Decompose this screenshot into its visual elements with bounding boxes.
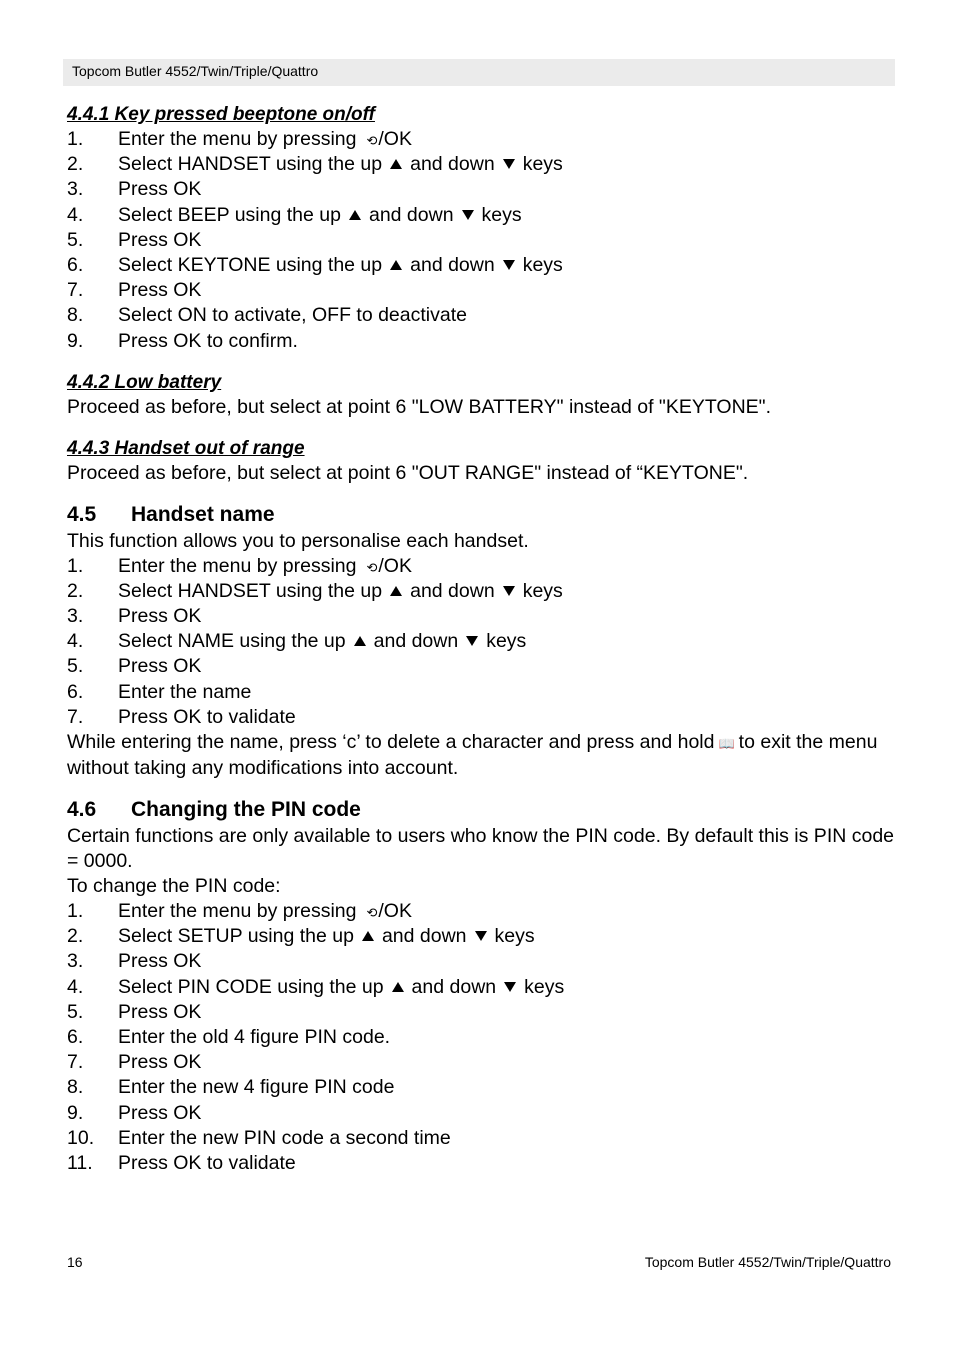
step-text: Press OK [118, 605, 202, 628]
step-number: 5. [67, 228, 84, 251]
menu-key-icon: ⟲ [366, 133, 378, 148]
section-number: 4.5 [67, 502, 97, 526]
list-item [67, 629, 897, 654]
list-item [67, 329, 897, 354]
step-text-suffix: /OK [378, 554, 412, 577]
up-arrow-icon [390, 586, 402, 596]
list-item [67, 1101, 897, 1126]
step-text: Enter the old 4 figure PIN code. [118, 1025, 391, 1048]
heading-4-4-2: 4.4.2 Low battery [67, 371, 222, 393]
heading-4-4-3: 4.4.3 Handset out of range [67, 437, 305, 459]
step-text: Press OK to validate [118, 1151, 296, 1174]
step-number: 5. [67, 1000, 84, 1023]
list-item [67, 303, 897, 328]
list-item [67, 152, 897, 177]
step-text: Press OK [118, 1051, 202, 1074]
list-item [67, 705, 897, 730]
list-item [67, 680, 897, 705]
step-number: 11. [67, 1151, 93, 1174]
step-number: 7. [67, 279, 84, 302]
text-4-4-3: Proceed as before, but select at point 6 "OUT RANGE" instead of “KEYTONE". [67, 461, 749, 484]
step-text: Select HANDSET using the up [118, 153, 383, 176]
step-text: Enter the menu by pressing [118, 128, 357, 150]
text-4-4-2: Proceed as before, but select at point 6 "LOW BATTERY" instead of "KEYTONE". [67, 395, 772, 418]
heading-4-4-1: 4.4.1 Key pressed beeptone on/off [67, 104, 375, 125]
header-title: Topcom Butler 4552/Twin/Triple/Quattro [72, 63, 319, 79]
step-text: Press OK [118, 1000, 202, 1023]
list-item [67, 177, 897, 202]
list-item [67, 228, 897, 253]
list-item [67, 654, 897, 679]
page-content [67, 102, 897, 1176]
step-number: 1. [67, 900, 84, 922]
section-title: Changing the PIN code [131, 798, 361, 821]
step-number: 9. [67, 1101, 84, 1124]
step-text: Press OK [118, 178, 202, 201]
step-number: 1. [67, 128, 84, 150]
step-text: Select KEYTONE using the up [118, 253, 383, 276]
down-arrow-icon [475, 931, 487, 941]
step-text-suffix: /OK [378, 900, 412, 922]
note-text-a: While entering the name, press ‘c’ to delete a character and press and hold [67, 731, 715, 753]
up-arrow-icon [349, 210, 361, 220]
step-text-suffix: keys [494, 925, 535, 948]
step-text: Select ON to activate, OFF to deactivate [118, 304, 467, 327]
step-text: Enter the new PIN code a second time [118, 1126, 451, 1149]
note-4-5 [67, 730, 897, 781]
up-arrow-icon [354, 636, 366, 646]
step-text: Enter the menu by pressing [118, 554, 357, 577]
down-arrow-icon [503, 159, 515, 169]
step-text: Press OK [118, 950, 202, 973]
heading-4-6 [67, 795, 897, 824]
step-text: Enter the new 4 figure PIN code [118, 1076, 395, 1099]
step-number: 4. [67, 630, 84, 653]
footer-title: Topcom Butler 4552/Twin/Triple/Quattro [644, 1254, 891, 1270]
list-item [67, 1000, 897, 1025]
down-arrow-icon [504, 982, 516, 992]
step-number: 7. [67, 1051, 84, 1074]
step-text-suffix: /OK [378, 128, 412, 150]
step-number: 2. [67, 579, 84, 602]
step-number: 3. [67, 178, 84, 201]
step-text: Select NAME using the up [118, 630, 346, 653]
step-text-suffix: keys [522, 153, 563, 176]
steps-4-6 [67, 899, 897, 1176]
list-item [67, 924, 897, 949]
down-arrow-icon [462, 210, 474, 220]
list-item [67, 253, 897, 278]
page-header [63, 59, 895, 86]
step-text-mid: and down [410, 253, 495, 276]
list-item [67, 1025, 897, 1050]
step-text-mid: and down [410, 579, 495, 602]
menu-key-icon: ⟲ [366, 559, 378, 575]
step-text-mid: and down [411, 975, 497, 998]
step-text: Press OK to confirm. [118, 329, 298, 352]
step-number: 3. [67, 950, 84, 973]
list-item [67, 278, 897, 303]
up-arrow-icon [390, 260, 402, 270]
step-text-suffix: keys [481, 203, 522, 226]
list-item [67, 949, 897, 974]
intro-4-6: Certain functions are only available to users who know the PIN code. By default this is PIN code = 0000. [67, 825, 895, 872]
step-number: 8. [67, 1076, 84, 1099]
steps-4-5 [67, 554, 897, 730]
down-arrow-icon [466, 636, 478, 646]
step-text-suffix: keys [522, 579, 563, 602]
step-text: Press OK [118, 1101, 202, 1124]
step-number: 2. [67, 925, 84, 948]
intro2-4-6: To change the PIN code: [67, 875, 281, 897]
page-number: 16 [67, 1254, 83, 1270]
list-item [67, 127, 897, 152]
step-number: 6. [67, 1025, 84, 1048]
up-arrow-icon [392, 982, 404, 992]
step-text-mid: and down [410, 153, 495, 176]
list-item [67, 554, 897, 579]
step-text: Press OK [118, 655, 202, 678]
step-number: 8. [67, 304, 84, 327]
up-arrow-icon [362, 931, 374, 941]
step-text-mid: and down [368, 203, 454, 226]
list-item [67, 579, 897, 604]
step-text-mid: and down [373, 630, 459, 653]
step-number: 9. [67, 329, 84, 352]
list-item [67, 203, 897, 228]
step-number: 2. [67, 153, 84, 176]
step-number: 4. [67, 975, 84, 998]
step-text: Select SETUP using the up [118, 925, 354, 948]
step-number: 1. [67, 554, 84, 577]
step-text-suffix: keys [522, 253, 563, 276]
step-text: Press OK [118, 228, 202, 251]
step-number: 4. [67, 203, 84, 226]
step-text-mid: and down [381, 925, 467, 948]
step-number: 5. [67, 655, 84, 678]
step-text: Enter the menu by pressing [118, 900, 357, 922]
menu-key-icon: ⟲ [366, 905, 378, 920]
list-item [67, 604, 897, 629]
down-arrow-icon [503, 586, 515, 596]
list-item [67, 1050, 897, 1075]
phonebook-icon: 📖 [718, 736, 735, 751]
list-item [67, 1151, 897, 1176]
step-text: Select HANDSET using the up [118, 579, 383, 602]
step-number: 7. [67, 705, 84, 728]
step-text: Select PIN CODE using the up [118, 975, 384, 998]
up-arrow-icon [390, 159, 402, 169]
step-text: Press OK [118, 279, 202, 302]
heading-4-5 [67, 500, 897, 529]
step-text-suffix: keys [524, 975, 565, 998]
step-text: Press OK to validate [118, 705, 296, 728]
section-title: Handset name [131, 502, 275, 526]
steps-4-4-1 [67, 127, 897, 354]
step-text: Select BEEP using the up [118, 203, 341, 226]
list-item [67, 899, 897, 924]
down-arrow-icon [503, 260, 515, 270]
step-text: Enter the name [118, 680, 252, 703]
step-number: 6. [67, 680, 84, 703]
section-number: 4.6 [67, 798, 97, 821]
list-item [67, 1075, 897, 1100]
step-number: 10. [67, 1126, 95, 1149]
list-item [67, 1126, 897, 1151]
step-text-suffix: keys [486, 630, 527, 653]
list-item [67, 975, 897, 1000]
step-number: 6. [67, 253, 84, 276]
note-text-b: to exit the menu without taking any modifications into account. [67, 731, 878, 779]
intro-4-5: This function allows you to personalise each handset. [67, 529, 529, 552]
step-number: 3. [67, 605, 84, 628]
